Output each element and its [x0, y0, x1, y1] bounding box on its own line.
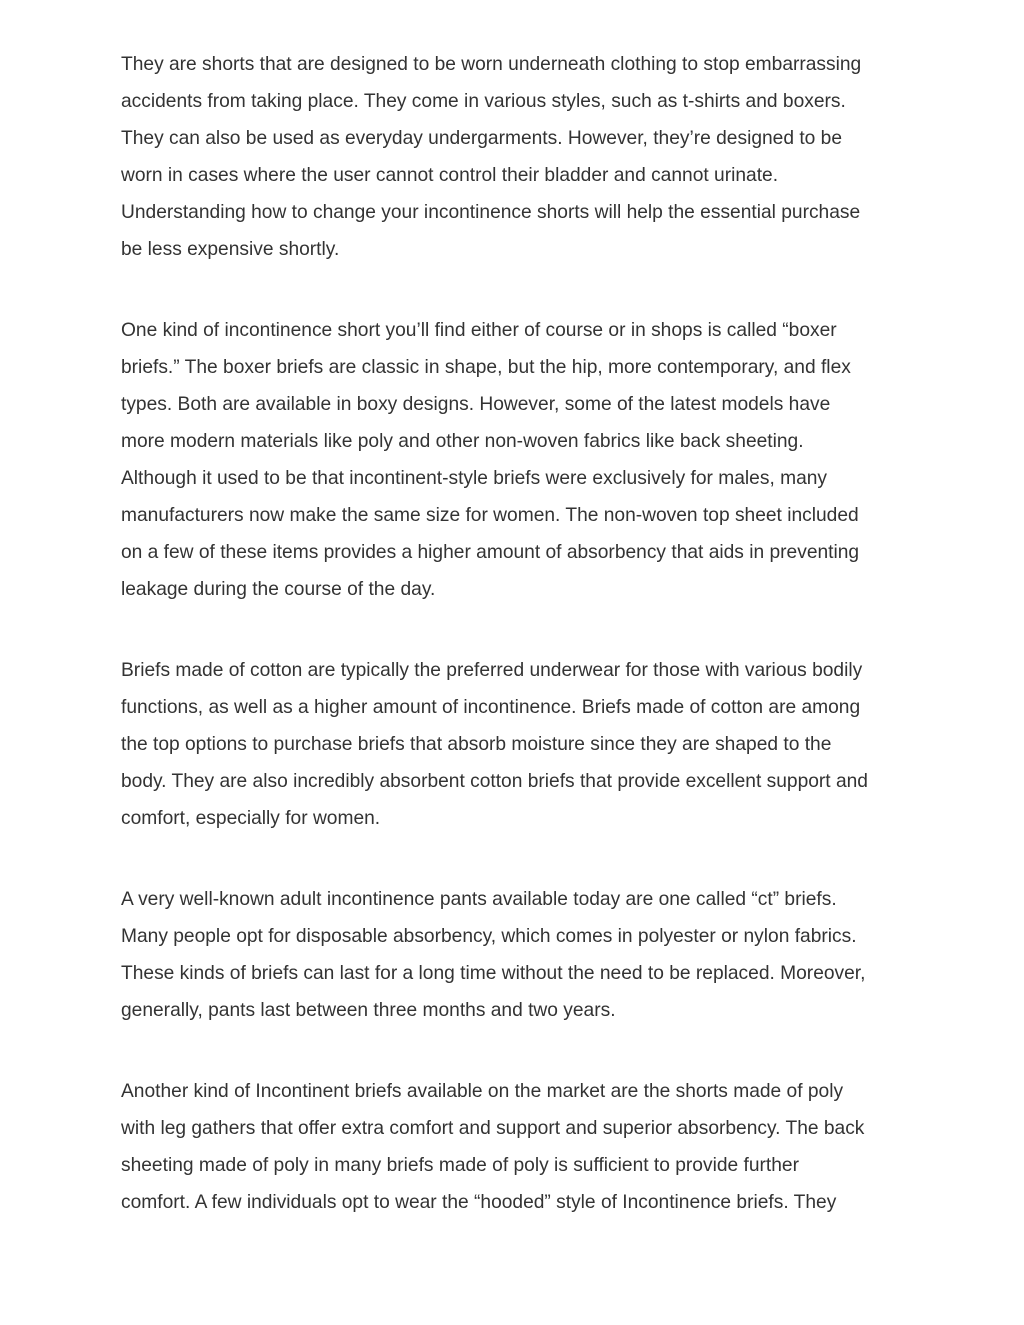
paragraph-5: [121, 1073, 911, 1221]
text-line: They are shorts that are designed to be worn underneath clothing to stop embarrassing: [121, 54, 862, 75]
text-line: briefs.” The boxer briefs are classic in shape, but the hip, more contemporary, and flex: [121, 357, 851, 378]
text-line: comfort. A few individuals opt to wear the “hooded” style of Incontinence briefs. They: [121, 1192, 837, 1213]
text-line: generally, pants last between three months and two years.: [121, 1000, 616, 1021]
paragraph-1: [121, 46, 911, 268]
text-line: Briefs made of cotton are typically the preferred underwear for those with various bodily: [121, 660, 863, 681]
text-line: accidents from taking place. They come in various styles, such as t-shirts and boxers.: [121, 91, 846, 112]
paragraph-4: [121, 881, 911, 1029]
text-line: worn in cases where the user cannot control their bladder and cannot urinate.: [121, 165, 779, 186]
text-line: Understanding how to change your incontinence shorts will help the essential purchase: [121, 202, 861, 223]
text-line: These kinds of briefs can last for a long time without the need to be replaced. Moreover,: [121, 963, 866, 984]
text-line: be less expensive shortly.: [121, 239, 340, 260]
text-line: comfort, especially for women.: [121, 808, 381, 829]
text-line: sheeting made of poly in many briefs made of poly is sufficient to provide further: [121, 1155, 799, 1176]
paragraph-2: [121, 312, 911, 608]
text-line: Another kind of Incontinent briefs available on the market are the shorts made of poly: [121, 1081, 844, 1102]
text-line: types. Both are available in boxy designs. However, some of the latest models have: [121, 394, 831, 415]
paragraph-3: [121, 652, 911, 837]
document-page: [121, 46, 911, 1265]
text-line: A very well-known adult incontinence pants available today are one called “ct” briefs.: [121, 889, 837, 910]
text-line: more modern materials like poly and other non-woven fabrics like back sheeting.: [121, 431, 804, 452]
text-line: leakage during the course of the day.: [121, 579, 436, 600]
text-line: body. They are also incredibly absorbent cotton briefs that provide excellent support and: [121, 771, 868, 792]
text-line: They can also be used as everyday undergarments. However, they’re designed to be: [121, 128, 843, 149]
text-line: with leg gathers that offer extra comfort and support and superior absorbency. The back: [121, 1118, 865, 1139]
text-line: Although it used to be that incontinent-style briefs were exclusively for males, many: [121, 468, 828, 489]
text-line: the top options to purchase briefs that absorb moisture since they are shaped to the: [121, 734, 832, 755]
text-line: One kind of incontinence short you’ll find either of course or in shops is called “boxer: [121, 320, 837, 341]
text-line: on a few of these items provides a higher amount of absorbency that aids in preventing: [121, 542, 860, 563]
text-line: manufacturers now make the same size for women. The non-woven top sheet included: [121, 505, 859, 526]
text-line: functions, as well as a higher amount of incontinence. Briefs made of cotton are among: [121, 697, 861, 718]
text-line: Many people opt for disposable absorbency, which comes in polyester or nylon fabrics.: [121, 926, 857, 947]
